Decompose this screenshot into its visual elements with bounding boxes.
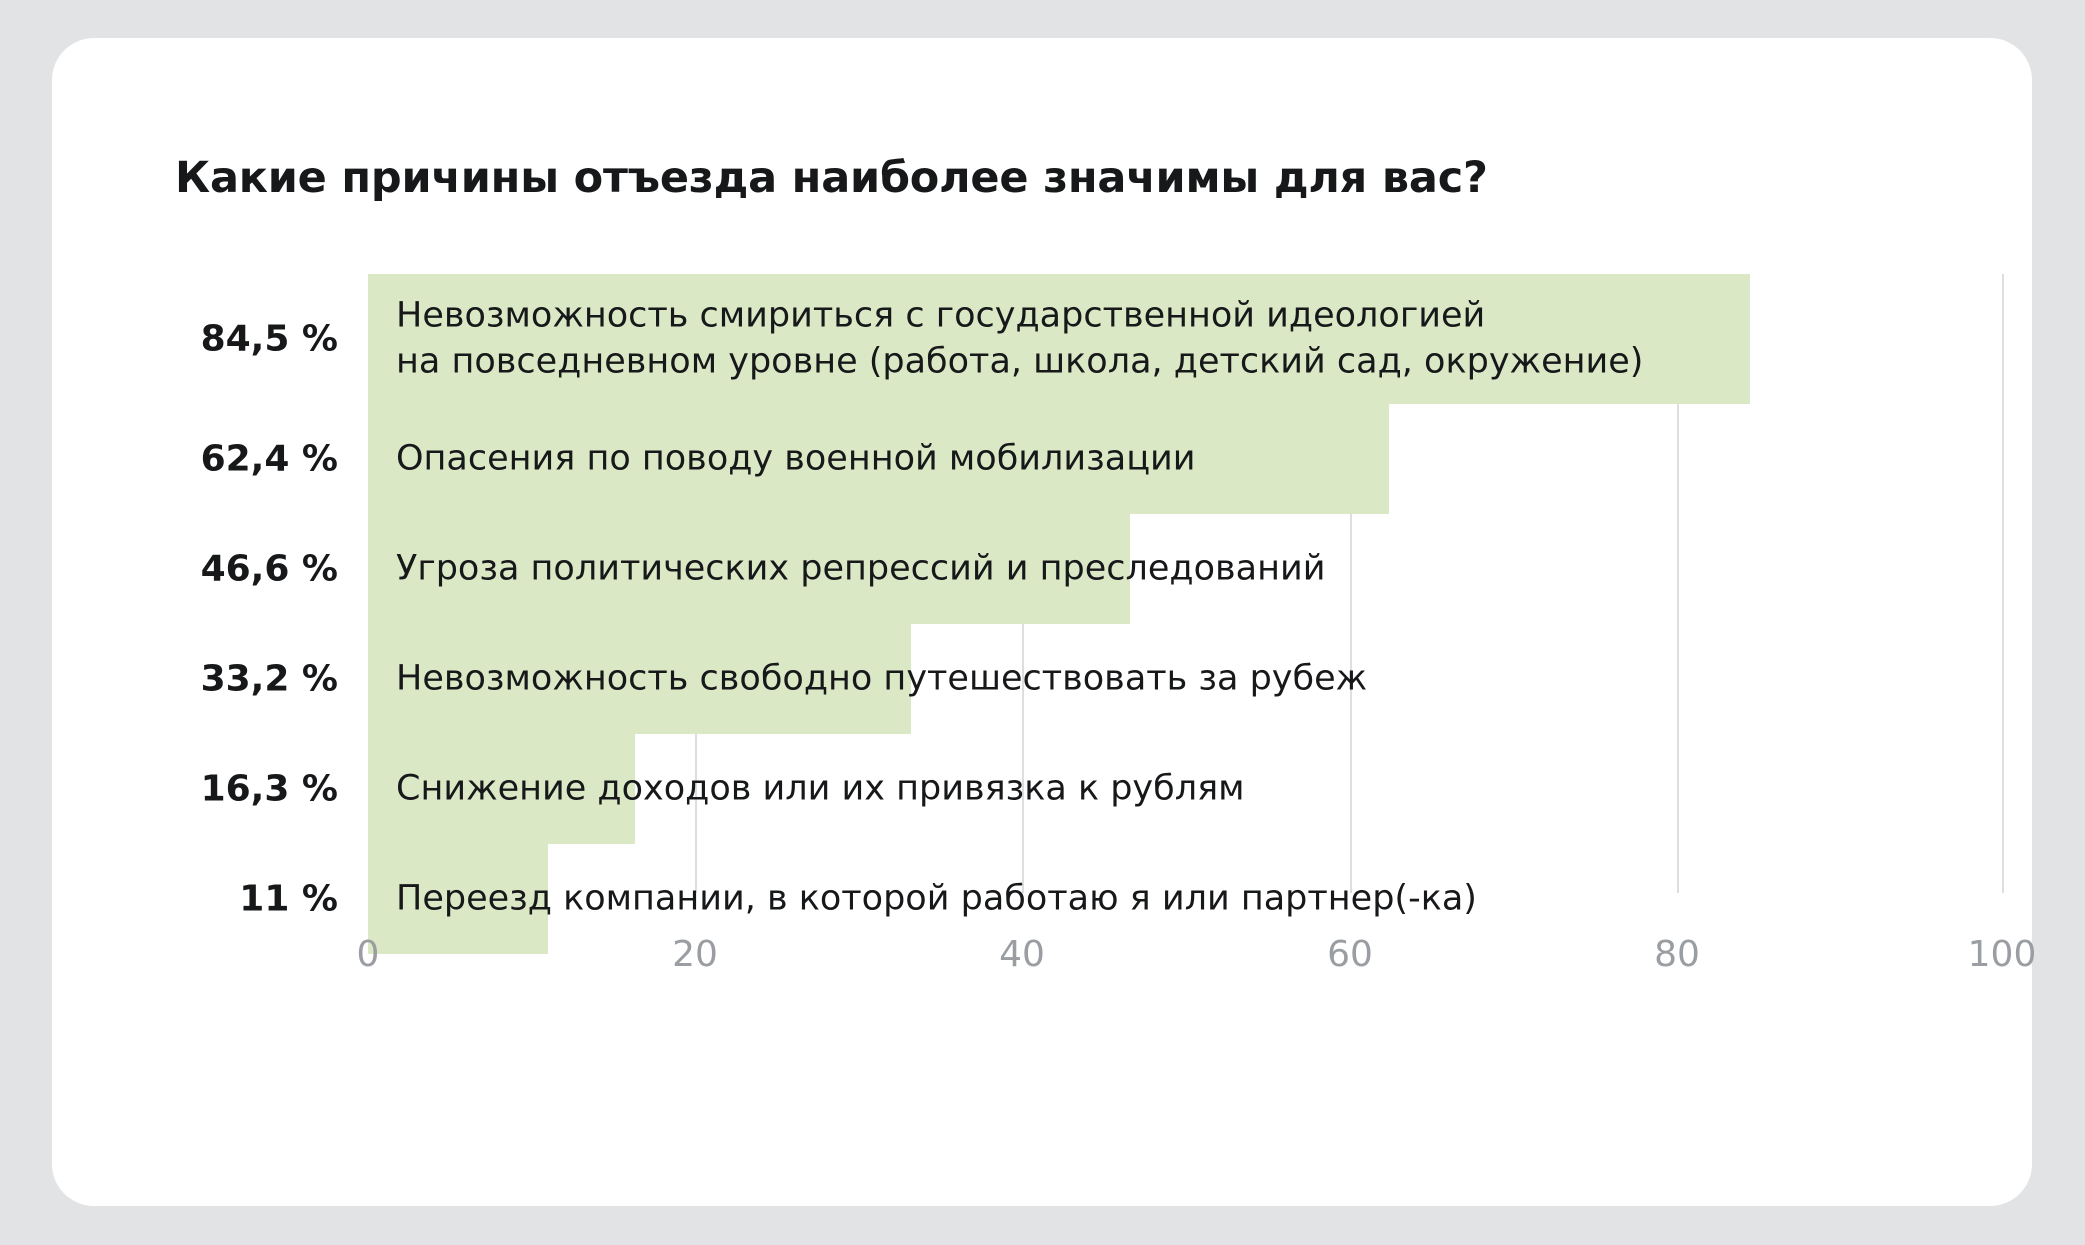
bar-row (200, 734, 2004, 844)
bar-label-line1: Невозможность смириться с государственной идеологией (396, 295, 1486, 336)
bar-label: Снижение доходов или их привязка к рублям (396, 768, 1245, 809)
bar-label: Невозможность свободно путешествовать за рубеж (396, 658, 1368, 699)
bar-label (396, 294, 1643, 385)
bar-value: 16,3 % (200, 768, 338, 810)
bar-row (239, 844, 2004, 954)
x-tick: 100 (1967, 934, 2037, 975)
x-tick: 80 (1654, 934, 1700, 975)
chart-title: Какие причины отъезда наиболее значимы для вас? (175, 153, 1488, 203)
bar-label-line2: на повседневном уровне (работа, школа, детский сад, окружение) (396, 341, 1644, 381)
x-tick: 0 (356, 934, 380, 975)
bar-row (200, 624, 2004, 734)
x-tick: 20 (672, 934, 718, 975)
bar-value: 11 % (239, 878, 338, 920)
chart-card (52, 38, 2037, 1206)
bar-label: Переезд компании, в которой работаю я или партнер(-ка) (396, 878, 1477, 919)
plot-area (200, 274, 2037, 1074)
bar-label: Угроза политических репрессий и преследований (396, 548, 1326, 589)
bar-row (200, 514, 2004, 624)
bar-value: 33,2 % (200, 658, 338, 700)
bar-value-container (88, 404, 338, 514)
bar-row (200, 404, 2004, 514)
bar-value-container (88, 844, 338, 954)
bar-row (200, 274, 2004, 404)
bar-value-container (88, 514, 338, 624)
bar-value-container (88, 624, 338, 734)
x-tick: 40 (999, 934, 1045, 975)
bar-value: 62,4 % (200, 438, 338, 480)
bar-value: 84,5 % (200, 318, 338, 360)
bar-value-container (88, 274, 338, 404)
bar-value: 46,6 % (200, 548, 338, 590)
bar-label: Опасения по поводу военной мобилизации (396, 438, 1196, 479)
x-tick: 60 (1327, 934, 1373, 975)
bar-value-container (88, 734, 338, 844)
bar-rows (200, 274, 2004, 954)
